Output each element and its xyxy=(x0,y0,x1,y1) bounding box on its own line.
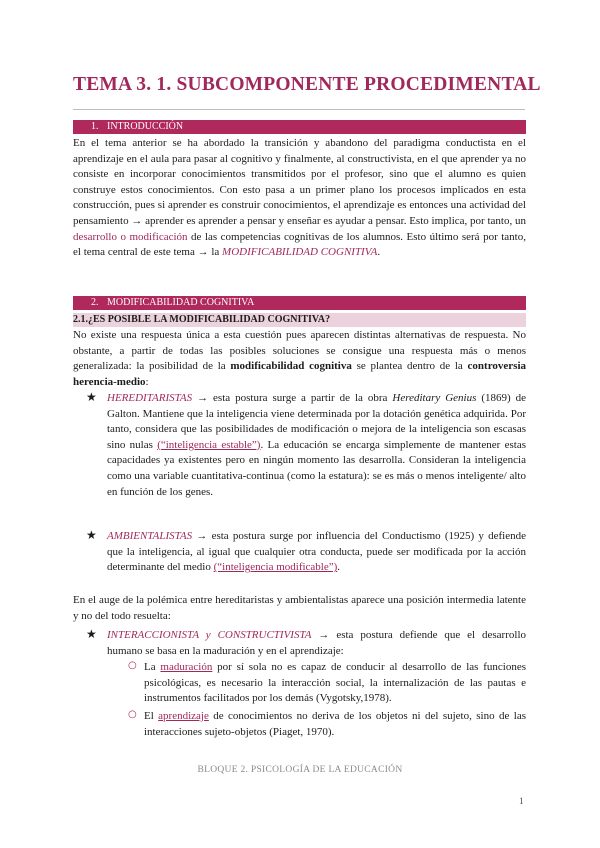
page-number: 1 xyxy=(519,796,524,806)
item-text: de conocimientos no deriva de los objetos ni del sujeto, sino de las interacciones sujeto-objetos (Piaget, 1970). xyxy=(144,710,526,738)
list-item-text xyxy=(107,628,526,659)
circle-bullet-icon: ○ xyxy=(128,709,137,720)
section-number: 2. xyxy=(91,297,99,308)
para-colon: : xyxy=(145,375,149,388)
circle-bullet-icon: ○ xyxy=(128,660,137,671)
sub-list-item-text xyxy=(144,709,526,740)
item-text: La xyxy=(144,661,161,673)
highlight-maduracion: maduración xyxy=(160,661,213,673)
star-bullet-icon: ★ xyxy=(86,528,97,542)
list-item-text xyxy=(107,391,526,500)
page-title: TEMA 3. 1. SUBCOMPONENTE PROCEDIMENTAL xyxy=(73,74,541,95)
subsection-title: ¿ES POSIBLE LA MODIFICABILIDAD COGNITIVA? xyxy=(88,314,331,325)
term-interaccionista: INTERACCIONISTA y CONSTRUCTIVISTA xyxy=(107,629,312,641)
intro-paragraph xyxy=(73,136,526,261)
section-title: INTRODUCCIÓN xyxy=(107,121,184,132)
item-text: (1869) de Galton. Mantiene que la inteligencia viene determinada por la dotación genética adquirida. Por tanto, considera que las posibilidades de modificación o mejora de la inteligencia son escasas sino nulas xyxy=(107,392,526,451)
subsection-heading xyxy=(73,313,526,327)
bold-controversia: controversia herencia-medio xyxy=(73,360,526,388)
term-hereditaristas: HEREDITARISTAS xyxy=(107,392,193,404)
page-footer: BLOQUE 2. PSICOLOGÍA DE LA EDUCACIÓN xyxy=(197,765,403,775)
item-text: → esta postura surge por influencia del Conductismo (1925) y defiende que la inteligencia, al igual que cualquier otra conducta, puede ser modificada por la acción determinante del medio xyxy=(107,530,526,574)
item-text: → esta postura defiende que el desarrollo humano se basa en la maduración y en el aprendizaje: xyxy=(107,629,526,657)
title-divider xyxy=(73,109,525,110)
highlight-inteligencia-estable: (“inteligencia estable”) xyxy=(157,438,261,451)
highlight-desarrollo: desarrollo o modificación xyxy=(73,230,188,243)
intermediate-paragraph: En el auge de la polémica entre hereditaristas y ambientalistas aparece una posición intermedia latente y no del todo resuelta: xyxy=(73,594,526,622)
item-text: . La educación se encarga simplemente de mantener estas capacidades ya existentes pero en ningún momento las desarrolla. Consideran la inteligencia como una variable cuantitativa-continua (como la estatura): se es más o menos inteligente/ alto en función de los genes. xyxy=(107,438,526,498)
section-heading-modificabilidad xyxy=(73,296,526,310)
list-item-text xyxy=(107,529,526,576)
intro-period: . xyxy=(377,246,381,259)
highlight-modificabilidad: MODIFICABILIDAD COGNITIVA xyxy=(222,246,378,259)
item-text: . xyxy=(337,561,341,574)
bold-modificabilidad: modificabilidad cognitiva xyxy=(230,360,352,373)
highlight-aprendizaje: aprendizaje xyxy=(158,710,209,722)
item-text: → esta postura surge a partir de la obra xyxy=(192,392,393,404)
para-text: No existe una respuesta única a esta cuestión pues aparecen distintas alternativas de respuesta. No obstante, a partir de todas las posibles soluciones se consigue una respuesta más o menos generalizada: la posibilidad de la xyxy=(73,329,526,373)
item-text: por sí sola no es capaz de conducir al desarrollo de las funciones psicológicas, es necesario la interacción social, la internalización de las pautas e instrumentos facilitados por los demás (Vygotsky,1978). xyxy=(144,661,526,705)
star-bullet-icon: ★ xyxy=(86,627,97,641)
section-title: MODIFICABILIDAD COGNITIVA xyxy=(107,297,255,308)
intro-text: En el tema anterior se ha abordado la transición y abandono del paradigma conductista en el aprendizaje en el aula para pasar al cognitivo y finalmente, al constructivista, en el que aprender ya no consiste en incorporar conocimientos transmitidos por el profesor, sino que el alumno es quien construye estos conocimientos. Con esto pasa a un primer plano los procesos implicados en esta construcción, pues si aprender es construir conocimientos, el aprendizaje es entonces una actividad del pensamiento → aprender es aprender a pensar y enseñar es ayudar a pensar. Esto implica, por tanto, un xyxy=(73,137,526,227)
intro-text-2: de las competencias cognitivas de los alumnos. Esto último será por tanto, el tema central de este tema → la xyxy=(73,230,526,259)
highlight-inteligencia-modificable: (“inteligencia modificable”) xyxy=(213,561,338,574)
term-ambientalistas: AMBIENTALISTAS xyxy=(107,530,193,542)
sub-list-item-text xyxy=(144,660,526,707)
subsection-number: 2.1. xyxy=(73,314,88,325)
controversy-paragraph xyxy=(73,328,526,390)
item-text: El xyxy=(144,710,159,722)
star-bullet-icon: ★ xyxy=(86,390,97,404)
para-text: se plantea dentro de la xyxy=(351,360,468,373)
section-number: 1. xyxy=(91,121,99,132)
section-heading-introduccion xyxy=(73,120,526,134)
work-title: Hereditary Genius xyxy=(392,392,477,404)
